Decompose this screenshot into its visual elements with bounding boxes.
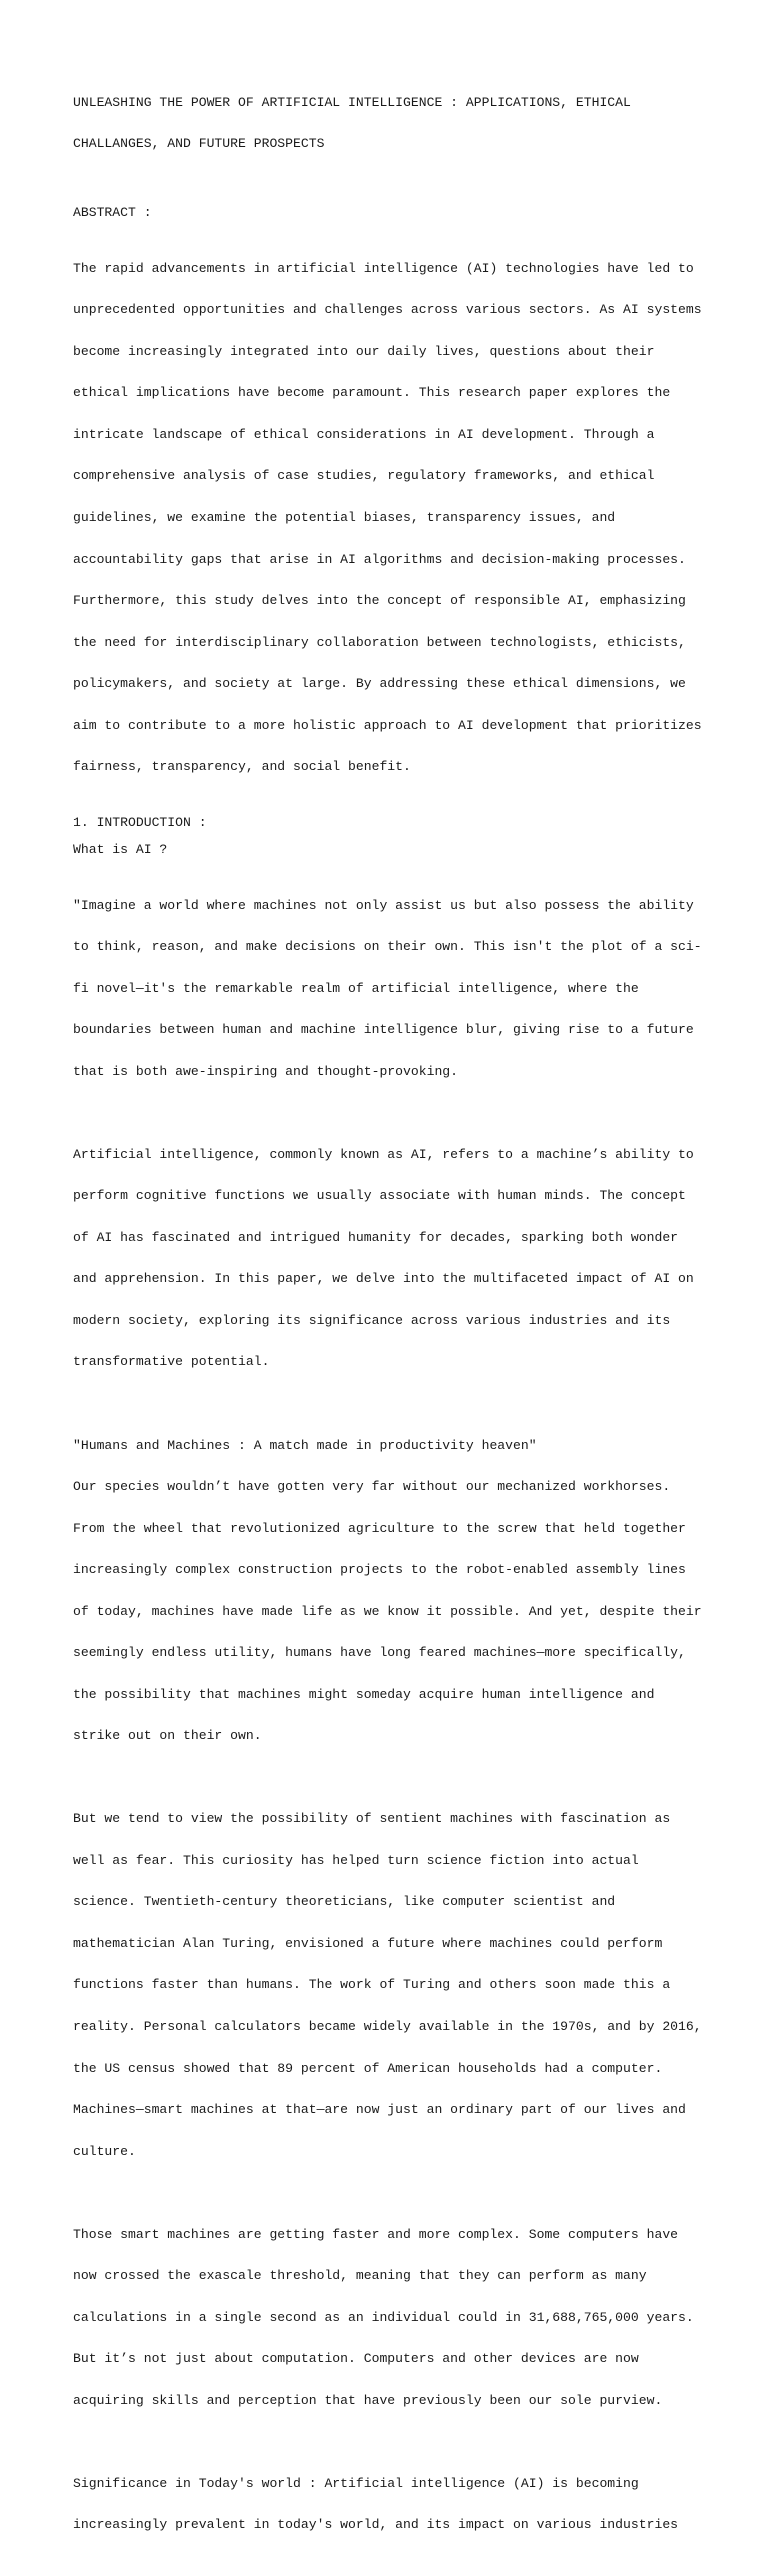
text-line: guidelines, we examine the potential biases, transparency issues, and bbox=[73, 510, 616, 525]
text-line: of today, machines have made life as we know it possible. And yet, despite their bbox=[73, 1603, 702, 1619]
text-line: Our species wouldn’t have gotten very far without our mechanized workhorses. bbox=[73, 1479, 671, 1495]
introduction-heading: 1. INTRODUCTION : bbox=[73, 814, 207, 830]
what-is-ai-heading: What is AI ? bbox=[73, 842, 168, 858]
text-line: increasingly prevalent in today's world, and its impact on various industries bbox=[73, 2517, 679, 2533]
text-line: aim to contribute to a more holistic approach to AI development that prioritizes bbox=[73, 717, 702, 733]
text-line: transformative potential. bbox=[73, 1354, 270, 1370]
text-line: fi novel—it's the remarkable realm of artificial intelligence, where the bbox=[73, 980, 639, 996]
text-line: of AI has fascinated and intrigued humanity for decades, sparking both wonder bbox=[73, 1229, 679, 1245]
text-line: intricate landscape of ethical considerations in AI development. Through a bbox=[73, 426, 655, 442]
text-line: The rapid advancements in artificial intelligence (AI) technologies have led to bbox=[73, 260, 694, 276]
text-line: modern society, exploring its significance across various industries and its bbox=[73, 1312, 671, 1328]
text-line: and apprehension. In this paper, we delve into the multifaceted impact of AI on bbox=[73, 1271, 694, 1287]
humans-machines-paragraph bbox=[73, 1411, 713, 1771]
text-line: to think, reason, and make decisions on their own. This isn't the plot of a sci- bbox=[73, 939, 702, 955]
title-line: CHALLANGES, AND FUTURE PROSPECTS bbox=[73, 136, 325, 152]
document-page bbox=[73, 68, 713, 2560]
text-line: the need for interdisciplinary collaboration between technologists, ethicists, bbox=[73, 634, 686, 650]
text-line: culture. bbox=[73, 2143, 136, 2159]
definition-paragraph bbox=[73, 1120, 713, 1397]
text-line: functions faster than humans. The work of Turing and others soon made this a bbox=[73, 1977, 671, 1993]
text-line: boundaries between human and machine intelligence blur, giving rise to a future bbox=[73, 1022, 694, 1038]
text-line: ethical implications have become paramount. This research paper explores the bbox=[73, 385, 671, 401]
sentient-machines-paragraph bbox=[73, 1785, 713, 2186]
text-line: perform cognitive functions we usually associate with human minds. The concept bbox=[73, 1188, 686, 1204]
abstract-paragraph bbox=[73, 234, 713, 802]
document-title bbox=[73, 68, 713, 179]
text-line: accountability gaps that arise in AI algorithms and decision-making processes. bbox=[73, 551, 686, 567]
text-line: But we tend to view the possibility of sentient machines with fascination as bbox=[73, 1811, 671, 1827]
title-line: UNLEASHING THE POWER OF ARTIFICIAL INTELLIGENCE : APPLICATIONS, ETHICAL bbox=[73, 94, 631, 110]
text-line: policymakers, and society at large. By addressing these ethical dimensions, we bbox=[73, 676, 686, 692]
text-line: mathematician Alan Turing, envisioned a future where machines could perform bbox=[73, 1935, 663, 1951]
text-line: comprehensive analysis of case studies, regulatory frameworks, and ethical bbox=[73, 468, 655, 484]
text-line: science. Twentieth-century theoreticians, like computer scientist and bbox=[73, 1894, 616, 1910]
text-line: become increasingly integrated into our daily lives, questions about their bbox=[73, 343, 655, 359]
text-line: "Humans and Machines : A match made in productivity heaven" bbox=[73, 1437, 537, 1453]
abstract-heading: ABSTRACT : bbox=[73, 205, 152, 221]
text-line: calculations in a single second as an individual could in 31,688,765,000 years. bbox=[73, 2309, 694, 2325]
text-line: fairness, transparency, and social benefit. bbox=[73, 759, 411, 775]
text-line: strike out on their own. bbox=[73, 1728, 262, 1744]
text-line: reality. Personal calculators became widely available in the 1970s, and by 2016, bbox=[73, 2018, 702, 2034]
text-line: Furthermore, this study delves into the concept of responsible AI, emphasizing bbox=[73, 593, 686, 609]
text-line: seemingly endless utility, humans have long feared machines—more specifically, bbox=[73, 1645, 686, 1661]
text-line: the possibility that machines might someday acquire human intelligence and bbox=[73, 1686, 655, 1702]
text-line: that is both awe-inspiring and thought-provoking. bbox=[73, 1063, 459, 1079]
text-line: well as fear. This curiosity has helped turn science fiction into actual bbox=[73, 1852, 639, 1868]
text-line: Artificial intelligence, commonly known as AI, refers to a machine’s ability to bbox=[73, 1146, 694, 1162]
text-line: "Imagine a world where machines not only assist us but also possess the ability bbox=[73, 897, 694, 913]
text-line: increasingly complex construction projects to the robot-enabled assembly lines bbox=[73, 1562, 686, 1578]
text-line: unprecedented opportunities and challenges across various sectors. As AI systems bbox=[73, 302, 702, 318]
text-line: Significance in Today's world : Artificial intelligence (AI) is becoming bbox=[73, 2475, 639, 2491]
text-line: acquiring skills and perception that have previously been our sole purview. bbox=[73, 2392, 663, 2408]
imagine-paragraph bbox=[73, 871, 713, 1106]
significance-paragraph bbox=[73, 2449, 713, 2560]
text-line: now crossed the exascale threshold, meaning that they can perform as many bbox=[73, 2268, 647, 2284]
smart-machines-paragraph bbox=[73, 2200, 713, 2435]
text-line: Those smart machines are getting faster and more complex. Some computers have bbox=[73, 2226, 679, 2242]
text-line: Machines—smart machines at that—are now just an ordinary part of our lives and bbox=[73, 2102, 686, 2118]
text-line: From the wheel that revolutionized agriculture to the screw that held together bbox=[73, 1520, 686, 1536]
text-line: the US census showed that 89 percent of American households had a computer. bbox=[73, 2060, 663, 2076]
text-line: But it’s not just about computation. Computers and other devices are now bbox=[73, 2351, 639, 2367]
